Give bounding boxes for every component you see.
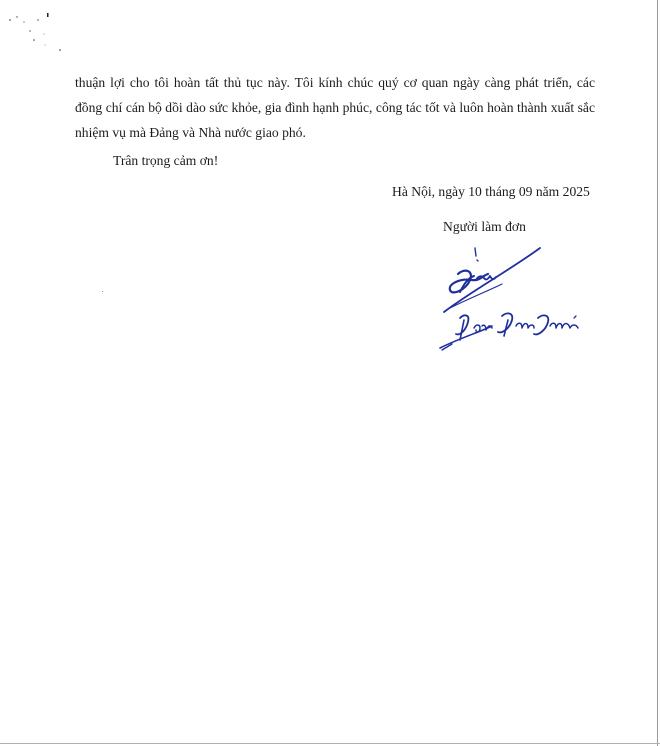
closing-paragraph: thuận lợi cho tôi hoàn tất thủ tục này. Tôi kính chúc quý cơ quan ngày càng phát triển, các đồng chí cán bộ dồi dào sức khỏe, gia đình hạnh phúc, công tác tốt và luôn hoàn thành xuất sắc nhiệm vụ mà Đảng và Nhà nước giao phó. (75, 75, 595, 140)
scan-specks (0, 0, 80, 60)
page-edge-right (657, 0, 658, 746)
place-and-date: Hà Nội, ngày 10 tháng 09 năm 2025 (392, 184, 590, 199)
page-edge-bottom (0, 743, 660, 744)
handwritten-signature (430, 240, 600, 355)
signer-title: Người làm đơn (443, 219, 526, 234)
thanks-line: Trân trọng cảm ơn! (113, 153, 219, 168)
scan-speck (102, 291, 103, 292)
